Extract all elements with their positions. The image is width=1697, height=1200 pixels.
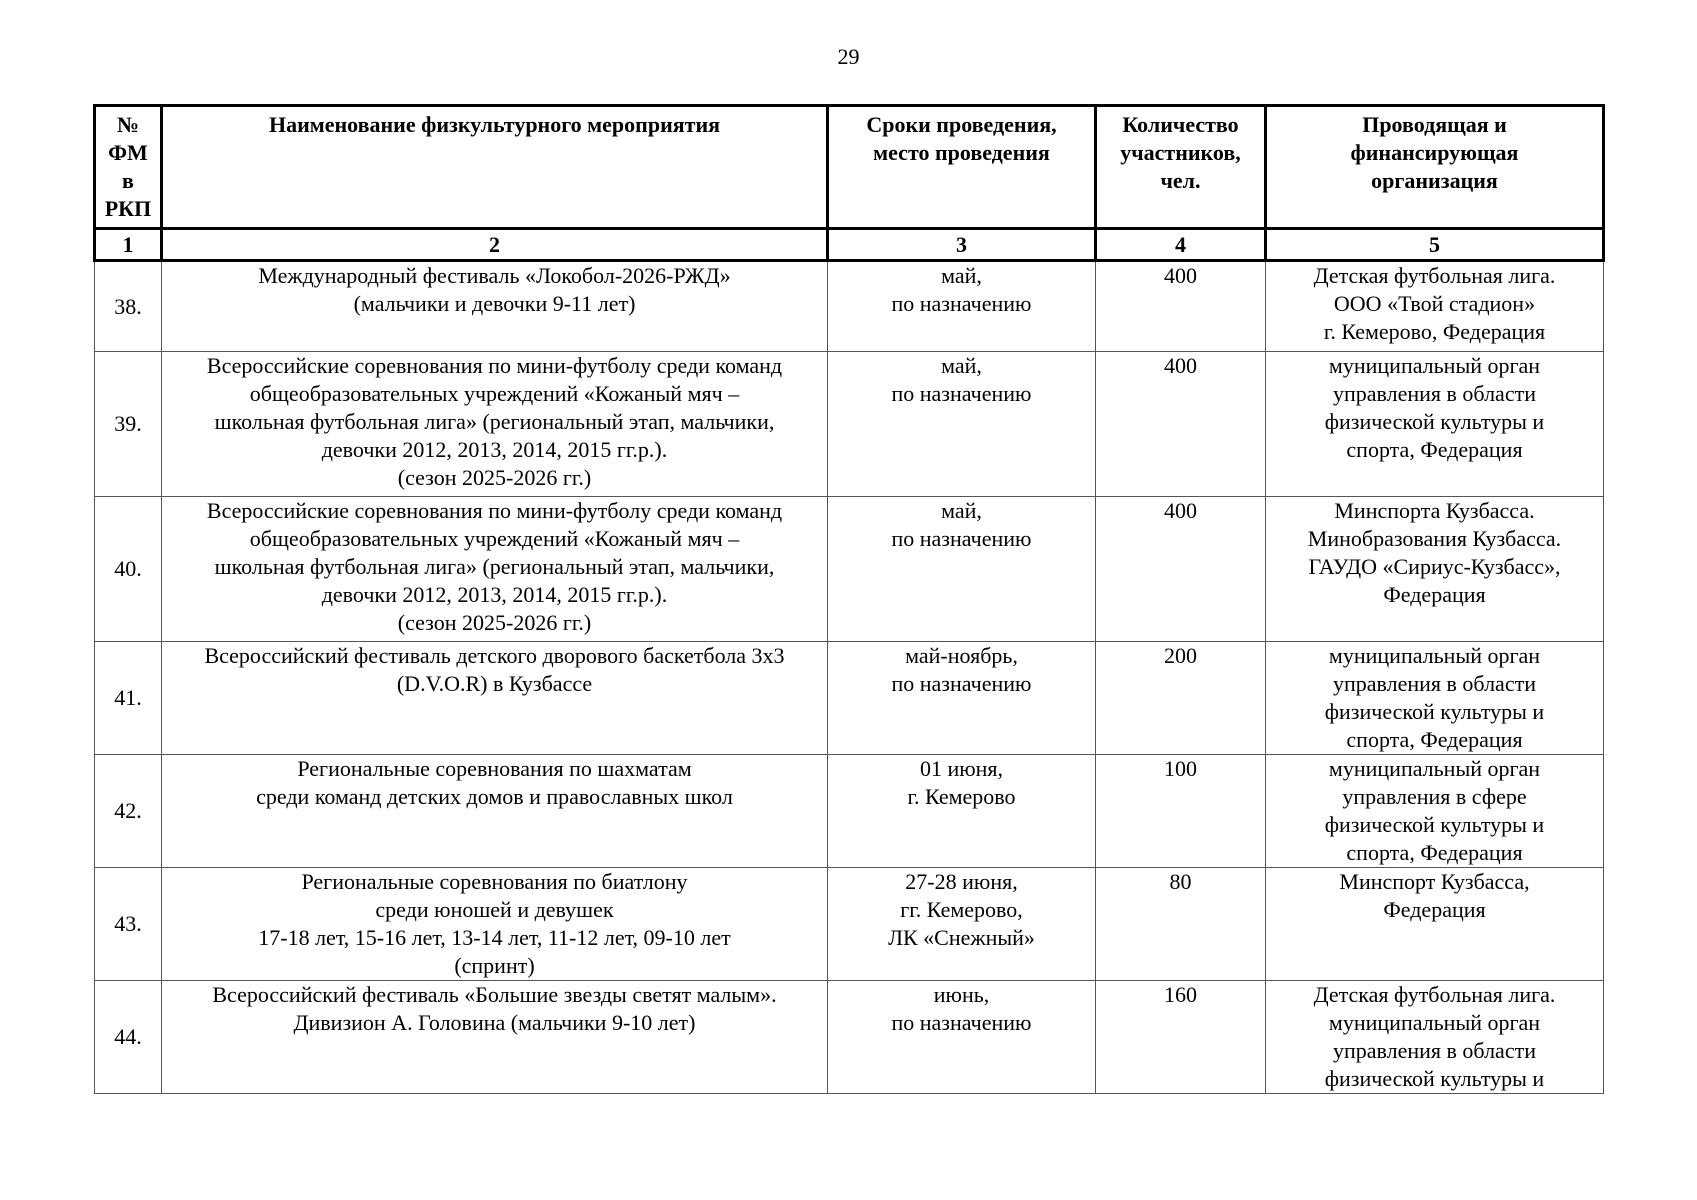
participant-count: 160 xyxy=(1096,981,1266,1094)
organizer: муниципальный орган управления в области физической культуры и спорта, Федерация xyxy=(1266,352,1604,497)
row-number: 43. xyxy=(95,868,162,981)
event-name: Региональные соревнования по биатлону среди юношей и девушек 17-18 лет, 15-16 лет, 13-14 лет, 11-12 лет, 09-10 лет (спринт) xyxy=(162,868,828,981)
column-number: 1 xyxy=(95,229,162,261)
row-number: 41. xyxy=(95,642,162,755)
organizer: Минспорта Кузбасса. Минобразования Кузбасса. ГАУДО «Сириус-Кузбасс», Федерация xyxy=(1266,497,1604,642)
table-body xyxy=(95,261,1604,1094)
table-row xyxy=(95,755,1604,868)
organizer: муниципальный орган управления в сфере физической культуры и спорта, Федерация xyxy=(1266,755,1604,868)
organizer: Детская футбольная лига. муниципальный орган управления в области физической культуры и xyxy=(1266,981,1604,1094)
event-name: Международный фестиваль «Локобол-2026-РЖД» (мальчики и девочки 9-11 лет) xyxy=(162,261,828,352)
event-dates: май, по назначению xyxy=(828,261,1096,352)
table-header xyxy=(95,106,1604,261)
row-number: 44. xyxy=(95,981,162,1094)
row-number: 39. xyxy=(95,352,162,497)
page-number: 29 xyxy=(837,44,860,69)
event-name: Всероссийский фестиваль детского дворового баскетбола 3x3 (D.V.O.R) в Кузбассе xyxy=(162,642,828,755)
column-number: 5 xyxy=(1266,229,1604,261)
event-dates: 27-28 июня, гг. Кемерово, ЛК «Снежный» xyxy=(828,868,1096,981)
column-numbers-row xyxy=(95,229,1604,261)
column-number: 3 xyxy=(828,229,1096,261)
header-row xyxy=(95,106,1604,229)
participant-count: 400 xyxy=(1096,261,1266,352)
row-number: 40. xyxy=(95,497,162,642)
participant-count: 200 xyxy=(1096,642,1266,755)
participant-count: 100 xyxy=(1096,755,1266,868)
column-number: 2 xyxy=(162,229,828,261)
table-row xyxy=(95,261,1604,352)
event-name: Всероссийские соревнования по мини-футболу среди команд общеобразовательных учреждений «Кожаный мяч – школьная футбольная лига» (региональный этап, мальчики, девочки 2012, 2013, 2014, 2015 гг.р.). (сезон 2025-2026 гг.) xyxy=(162,497,828,642)
events-table xyxy=(93,104,1605,1094)
organizer: муниципальный орган управления в области физической культуры и спорта, Федерация xyxy=(1266,642,1604,755)
header-organization: Проводящая и финансирующая организация xyxy=(1266,106,1604,229)
header-number: № ФМ в РКП xyxy=(95,106,162,229)
table-row xyxy=(95,497,1604,642)
organizer: Минспорт Кузбасса, Федерация xyxy=(1266,868,1604,981)
header-dates-place: Сроки проведения, место проведения xyxy=(828,106,1096,229)
event-name: Региональные соревнования по шахматам среди команд детских домов и православных школ xyxy=(162,755,828,868)
participant-count: 400 xyxy=(1096,352,1266,497)
participant-count: 400 xyxy=(1096,497,1266,642)
table-row xyxy=(95,868,1604,981)
header-event-name: Наименование физкультурного мероприятия xyxy=(162,106,828,229)
organizer: Детская футбольная лига. ООО «Твой стадион» г. Кемерово, Федерация xyxy=(1266,261,1604,352)
table-row xyxy=(95,981,1604,1094)
participant-count: 80 xyxy=(1096,868,1266,981)
table-row xyxy=(95,352,1604,497)
row-number: 38. xyxy=(95,261,162,352)
event-name: Всероссийские соревнования по мини-футболу среди команд общеобразовательных учреждений «Кожаный мяч – школьная футбольная лига» (региональный этап, мальчики, девочки 2012, 2013, 2014, 2015 гг.р.). (сезон 2025-2026 гг.) xyxy=(162,352,828,497)
event-dates: 01 июня, г. Кемерово xyxy=(828,755,1096,868)
header-participants: Количество участников, чел. xyxy=(1096,106,1266,229)
event-dates: июнь, по назначению xyxy=(828,981,1096,1094)
event-dates: май, по назначению xyxy=(828,497,1096,642)
event-dates: май-ноябрь, по назначению xyxy=(828,642,1096,755)
event-dates: май, по назначению xyxy=(828,352,1096,497)
column-number: 4 xyxy=(1096,229,1266,261)
event-name: Всероссийский фестиваль «Большие звезды светят малым». Дивизион А. Головина (мальчики 9-10 лет) xyxy=(162,981,828,1094)
row-number: 42. xyxy=(95,755,162,868)
table-row xyxy=(95,642,1604,755)
